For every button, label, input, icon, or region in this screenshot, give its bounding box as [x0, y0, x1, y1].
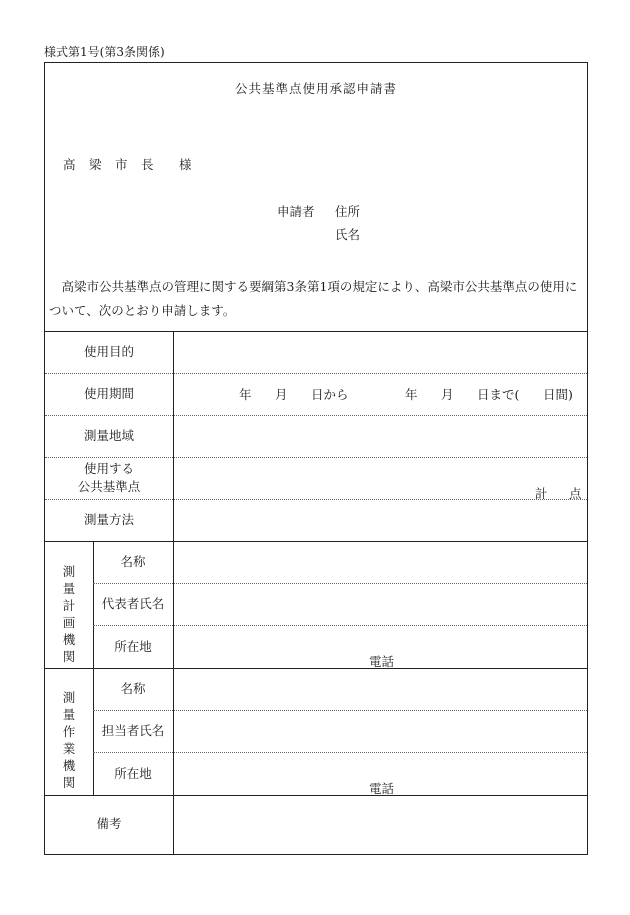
applicant-address-label: 住所 — [335, 204, 361, 219]
work-org-name-label: 名称 — [120, 681, 146, 696]
addressee-char: 高 — [63, 157, 76, 172]
survey-area-label: 測量地域 — [83, 428, 134, 443]
row-divider — [93, 710, 587, 711]
planning-org-name-label: 名称 — [120, 554, 146, 569]
period-month-to: 月 — [441, 387, 454, 402]
form-number-label: 様式第1号(第3条関係) — [44, 45, 165, 59]
work-org-person-label: 担当者氏名 — [101, 723, 165, 738]
row-divider — [45, 541, 587, 542]
survey-method-label: 測量方法 — [83, 512, 134, 527]
points-label-line2: 公共基準点 — [77, 479, 141, 494]
points-total: 計 — [535, 486, 548, 501]
planning-org-phone-label: 電話 — [369, 654, 395, 669]
row-divider — [45, 457, 587, 458]
addressee-char: 長 — [141, 157, 154, 172]
planning-org-group-label: 測量計画機関 — [62, 564, 76, 664]
row-divider — [93, 752, 587, 753]
row-divider — [45, 668, 587, 669]
purpose-label: 使用目的 — [83, 344, 134, 359]
addressee — [63, 155, 192, 173]
application-form — [44, 62, 588, 855]
applicant-label: 申請者 — [277, 204, 315, 219]
planning-org-rep-label: 代表者氏名 — [101, 596, 165, 611]
period-day-to: 日まで( — [477, 387, 520, 402]
addressee-char: 市 — [115, 157, 128, 172]
points-label — [45, 460, 173, 496]
remarks-label: 備考 — [96, 816, 122, 831]
period-year-to: 年 — [405, 387, 418, 402]
row-divider — [93, 583, 587, 584]
period-label: 使用期間 — [83, 386, 134, 401]
points-label-line1: 使用する — [83, 461, 134, 476]
row-divider — [93, 625, 587, 626]
addressee-honorific: 様 — [179, 157, 192, 172]
applicant-name-label: 氏名 — [335, 227, 361, 242]
application-statement: 高梁市公共基準点の管理に関する要綱第3条第1項の規定により、高梁市公共基準点の使用について、次のとおり申請します。 — [49, 279, 578, 318]
planning-org-location-label: 所在地 — [114, 639, 152, 654]
period-days: 日間) — [543, 387, 573, 402]
period-month-from: 月 — [275, 387, 288, 402]
period-day-from: 日から — [311, 387, 349, 402]
work-org-location-label: 所在地 — [114, 766, 152, 781]
points-unit: 点 — [569, 486, 582, 501]
row-divider — [45, 795, 587, 796]
form-title: 公共基準点使用承認申請書 — [234, 81, 397, 96]
table-top-border — [45, 331, 587, 332]
addressee-char: 梁 — [89, 157, 102, 172]
work-org-phone-label: 電話 — [369, 781, 395, 796]
period-year-from: 年 — [239, 387, 252, 402]
label-column-divider — [173, 331, 174, 854]
row-divider — [45, 373, 587, 374]
row-divider — [45, 499, 587, 500]
row-divider — [45, 415, 587, 416]
work-org-group-label: 測量作業機関 — [62, 690, 76, 790]
